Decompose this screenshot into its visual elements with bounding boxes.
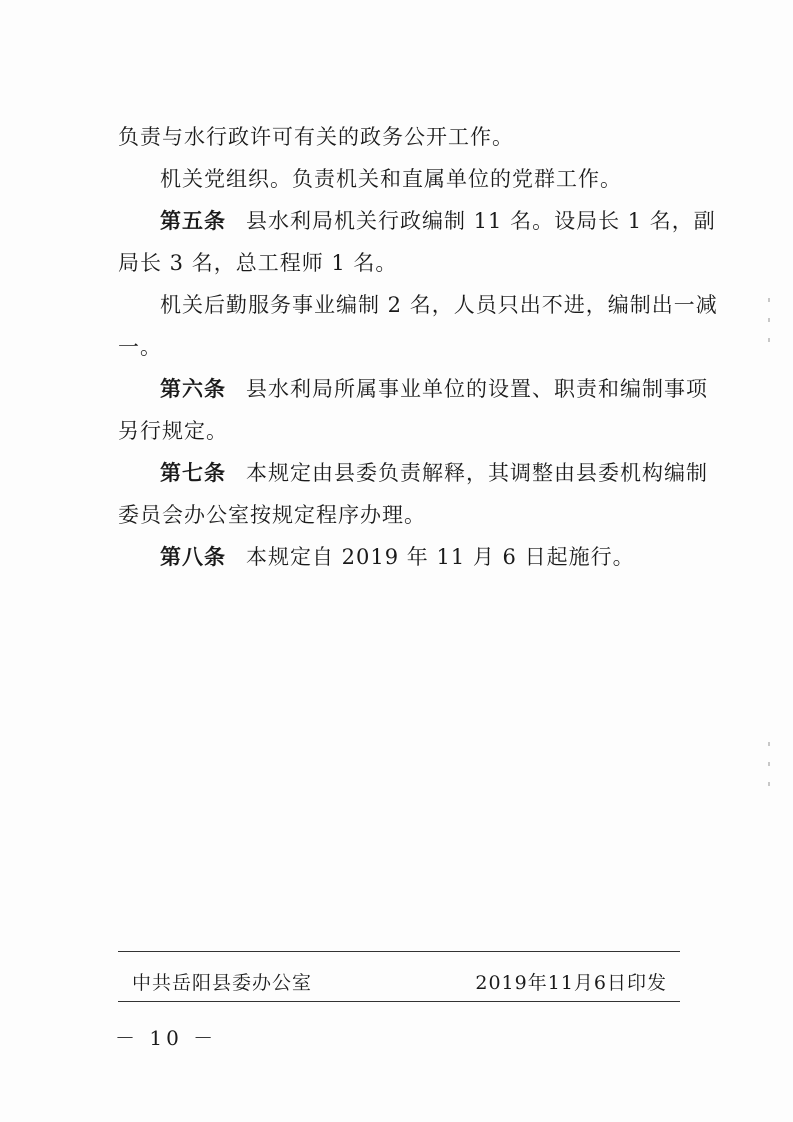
paragraph-text: 一。 [118, 335, 162, 359]
paragraph-text: 县水利局所属事业单位的设置、职责和编制事项 [246, 377, 708, 401]
page-number: － 10 － [115, 1026, 218, 1050]
scan-mark [768, 742, 770, 746]
paragraph-text: 局长 3 名，总工程师 1 名。 [118, 251, 398, 275]
paragraph-text: 机关党组织。负责机关和直属单位的党群工作。 [160, 167, 622, 191]
paragraph-line-2 [118, 160, 688, 199]
scan-mark [768, 298, 770, 302]
scan-mark [768, 762, 770, 766]
paragraph-text: 负责与水行政许可有关的政务公开工作。 [118, 125, 514, 149]
paragraph-line-6 [118, 328, 688, 367]
paragraph-line-5 [118, 286, 718, 325]
article-7-line-2 [118, 496, 688, 535]
article-7-line-1 [118, 454, 708, 493]
paragraph-text: 另行规定。 [118, 419, 228, 443]
paragraph-line-1 [118, 118, 688, 157]
issuer-name: 中共岳阳县委办公室 [132, 972, 313, 994]
issue-date: 2019年11月6日印发 [475, 972, 667, 994]
footer-bottom-rule [118, 1001, 680, 1002]
article-8-line-1 [118, 538, 688, 577]
article-8-heading: 第八条 [160, 545, 226, 569]
footer-imprint [132, 968, 667, 995]
scan-mark [768, 318, 770, 322]
scan-mark [768, 782, 770, 786]
paragraph-text: 机关后勤服务事业编制 2 名，人员只出不进，编制出一减 [160, 293, 718, 317]
paragraph-text: 本规定自 2019 年 11 月 6 日起施行。 [246, 545, 635, 569]
paragraph-text: 本规定由县委负责解释，其调整由县委机构编制 [246, 461, 708, 485]
article-5-line-1 [118, 202, 716, 241]
article-5-line-2 [118, 244, 688, 283]
article-7-heading: 第七条 [160, 461, 226, 485]
footer-top-rule [118, 951, 680, 952]
article-6-line-1 [118, 370, 708, 409]
scan-mark [768, 338, 770, 342]
article-6-heading: 第六条 [160, 377, 226, 401]
paragraph-text: 委员会办公室按规定程序办理。 [118, 503, 426, 527]
paragraph-text: 县水利局机关行政编制 11 名。设局长 1 名，副 [246, 209, 716, 233]
article-6-line-2 [118, 412, 688, 451]
article-5-heading: 第五条 [160, 209, 226, 233]
